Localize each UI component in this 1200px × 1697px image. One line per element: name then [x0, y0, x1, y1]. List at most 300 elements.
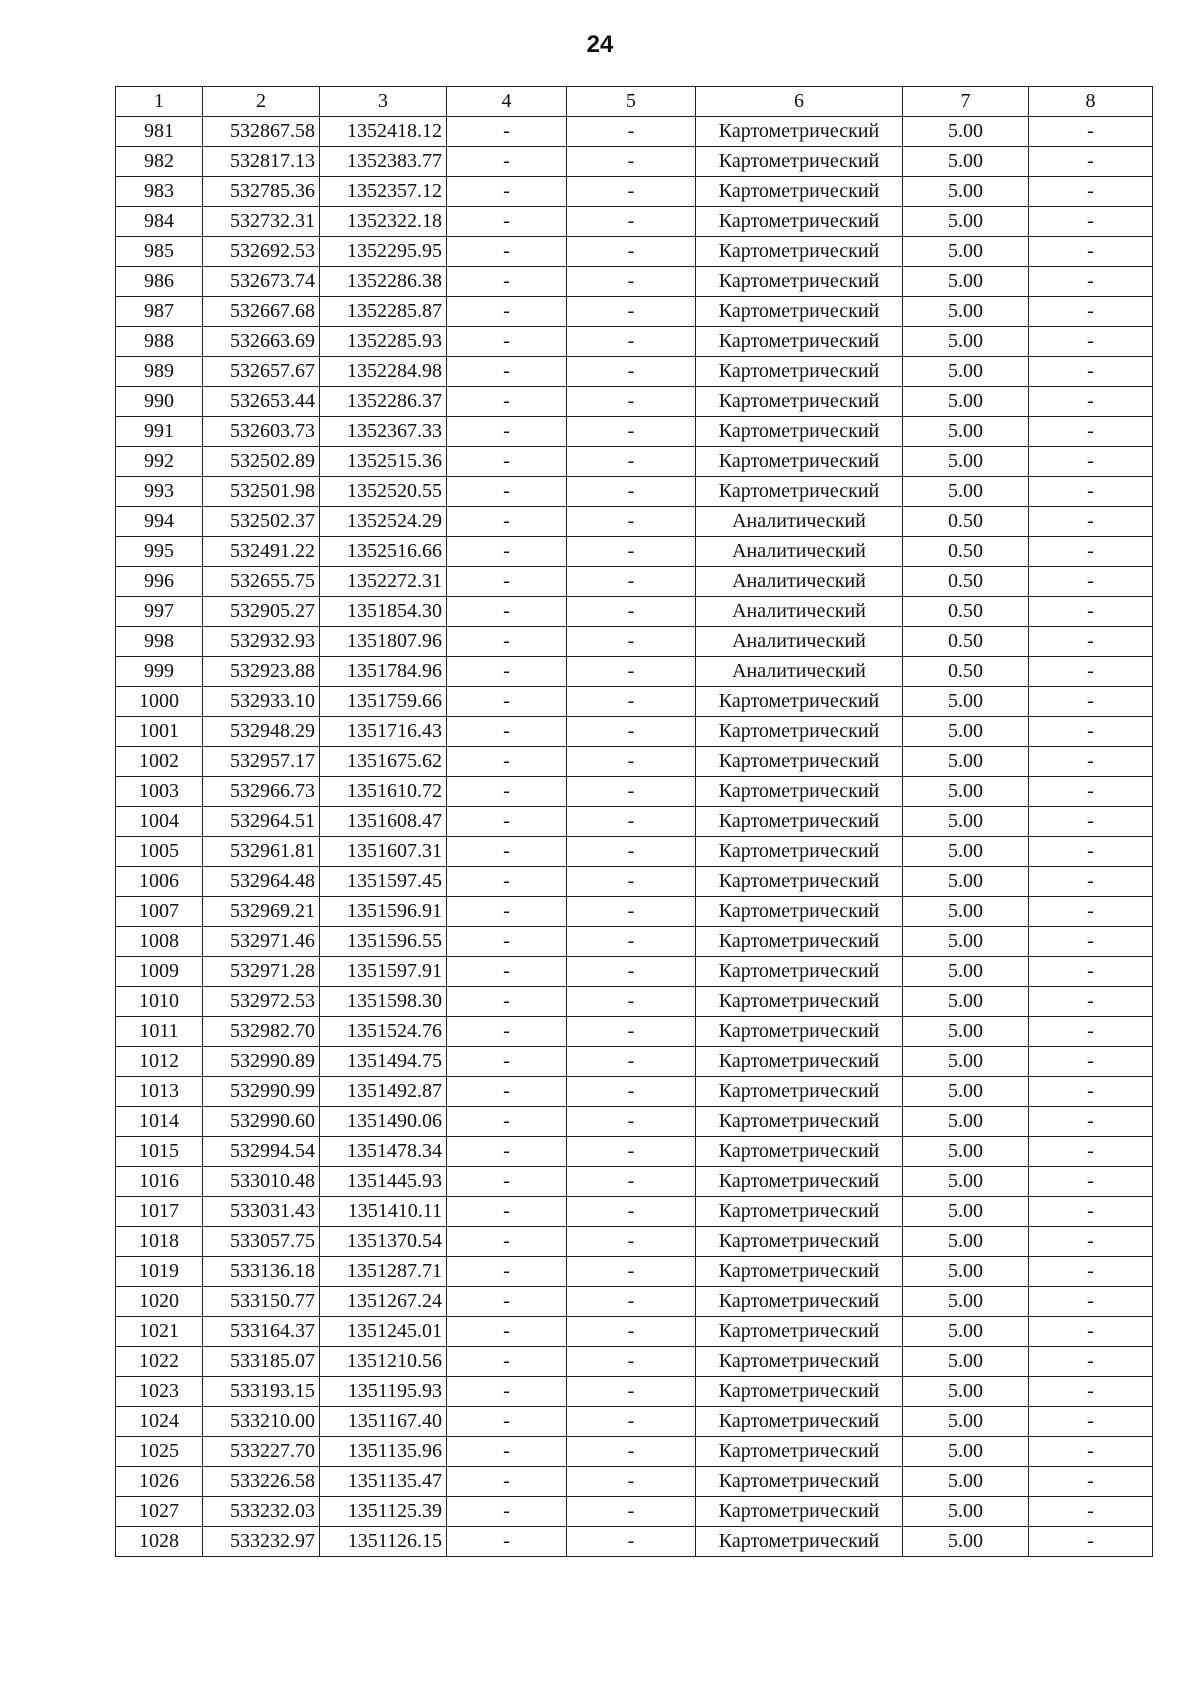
table-row	[116, 1167, 1153, 1197]
cell-y-coordinate: 1351135.96	[320, 1437, 447, 1467]
cell-point-number: 1025	[116, 1437, 203, 1467]
cell-col-4: -	[447, 927, 567, 957]
cell-col-8: -	[1029, 717, 1153, 747]
cell-col-5: -	[567, 177, 696, 207]
table-row	[116, 447, 1153, 477]
cell-col-4: -	[447, 1347, 567, 1377]
cell-point-number: 982	[116, 147, 203, 177]
cell-method: Картометрический	[696, 207, 903, 237]
cell-point-number: 992	[116, 447, 203, 477]
cell-col-5: -	[567, 1017, 696, 1047]
cell-col-8: -	[1029, 657, 1153, 687]
cell-x-coordinate: 532964.51	[203, 807, 320, 837]
cell-point-number: 1017	[116, 1197, 203, 1227]
cell-y-coordinate: 1352286.38	[320, 267, 447, 297]
cell-method: Картометрический	[696, 1077, 903, 1107]
cell-method: Картометрический	[696, 417, 903, 447]
cell-method: Картометрический	[696, 117, 903, 147]
cell-col-8: -	[1029, 1497, 1153, 1527]
cell-point-number: 1018	[116, 1227, 203, 1257]
cell-accuracy: 5.00	[903, 177, 1029, 207]
cell-col-5: -	[567, 567, 696, 597]
cell-accuracy: 5.00	[903, 1317, 1029, 1347]
cell-col-8: -	[1029, 327, 1153, 357]
cell-method: Аналитический	[696, 537, 903, 567]
cell-accuracy: 5.00	[903, 957, 1029, 987]
cell-x-coordinate: 532933.10	[203, 687, 320, 717]
cell-col-4: -	[447, 897, 567, 927]
cell-method: Аналитический	[696, 627, 903, 657]
cell-col-4: -	[447, 1437, 567, 1467]
cell-col-4: -	[447, 957, 567, 987]
cell-accuracy: 5.00	[903, 447, 1029, 477]
cell-method: Картометрический	[696, 1257, 903, 1287]
cell-col-5: -	[567, 1317, 696, 1347]
cell-x-coordinate: 532971.28	[203, 957, 320, 987]
cell-col-4: -	[447, 1227, 567, 1257]
cell-col-4: -	[447, 1077, 567, 1107]
cell-x-coordinate: 533210.00	[203, 1407, 320, 1437]
table-row	[116, 177, 1153, 207]
cell-point-number: 985	[116, 237, 203, 267]
cell-y-coordinate: 1352367.33	[320, 417, 447, 447]
cell-y-coordinate: 1351167.40	[320, 1407, 447, 1437]
cell-col-8: -	[1029, 1077, 1153, 1107]
cell-x-coordinate: 533150.77	[203, 1287, 320, 1317]
table-row	[116, 1257, 1153, 1287]
cell-accuracy: 5.00	[903, 1017, 1029, 1047]
column-header-6: 6	[696, 87, 903, 117]
cell-method: Картометрический	[696, 1437, 903, 1467]
column-header-1: 1	[116, 87, 203, 117]
cell-col-4: -	[447, 507, 567, 537]
table-row	[116, 897, 1153, 927]
cell-col-4: -	[447, 1017, 567, 1047]
cell-x-coordinate: 532603.73	[203, 417, 320, 447]
cell-col-4: -	[447, 1137, 567, 1167]
cell-accuracy: 5.00	[903, 1137, 1029, 1167]
cell-x-coordinate: 532971.46	[203, 927, 320, 957]
cell-x-coordinate: 532905.27	[203, 597, 320, 627]
cell-col-8: -	[1029, 837, 1153, 867]
cell-point-number: 983	[116, 177, 203, 207]
cell-col-8: -	[1029, 1137, 1153, 1167]
cell-col-4: -	[447, 1467, 567, 1497]
cell-y-coordinate: 1351410.11	[320, 1197, 447, 1227]
cell-col-8: -	[1029, 1467, 1153, 1497]
cell-method: Картометрический	[696, 237, 903, 267]
cell-col-8: -	[1029, 207, 1153, 237]
cell-method: Картометрический	[696, 357, 903, 387]
cell-col-5: -	[567, 1137, 696, 1167]
cell-col-4: -	[447, 1527, 567, 1557]
table-row	[116, 1047, 1153, 1077]
cell-method: Картометрический	[696, 1167, 903, 1197]
cell-accuracy: 5.00	[903, 717, 1029, 747]
cell-col-4: -	[447, 1497, 567, 1527]
cell-point-number: 1012	[116, 1047, 203, 1077]
cell-col-4: -	[447, 417, 567, 447]
cell-point-number: 1002	[116, 747, 203, 777]
cell-y-coordinate: 1351125.39	[320, 1497, 447, 1527]
table-row	[116, 1137, 1153, 1167]
cell-y-coordinate: 1351807.96	[320, 627, 447, 657]
cell-accuracy: 5.00	[903, 477, 1029, 507]
cell-accuracy: 5.00	[903, 147, 1029, 177]
cell-accuracy: 5.00	[903, 1377, 1029, 1407]
cell-col-5: -	[567, 1437, 696, 1467]
table-row	[116, 567, 1153, 597]
cell-point-number: 1028	[116, 1527, 203, 1557]
table-row	[116, 1467, 1153, 1497]
cell-accuracy: 0.50	[903, 627, 1029, 657]
cell-method: Картометрический	[696, 687, 903, 717]
cell-col-8: -	[1029, 1197, 1153, 1227]
column-header-4: 4	[447, 87, 567, 117]
cell-accuracy: 5.00	[903, 987, 1029, 1017]
cell-method: Картометрический	[696, 1497, 903, 1527]
cell-method: Картометрический	[696, 147, 903, 177]
cell-col-8: -	[1029, 897, 1153, 927]
cell-col-4: -	[447, 867, 567, 897]
cell-col-8: -	[1029, 567, 1153, 597]
cell-accuracy: 5.00	[903, 747, 1029, 777]
cell-col-8: -	[1029, 1167, 1153, 1197]
cell-col-4: -	[447, 807, 567, 837]
cell-x-coordinate: 532867.58	[203, 117, 320, 147]
cell-method: Картометрический	[696, 987, 903, 1017]
cell-y-coordinate: 1351675.62	[320, 747, 447, 777]
cell-y-coordinate: 1351245.01	[320, 1317, 447, 1347]
cell-method: Картометрический	[696, 1047, 903, 1077]
cell-y-coordinate: 1351478.34	[320, 1137, 447, 1167]
cell-col-8: -	[1029, 957, 1153, 987]
cell-accuracy: 5.00	[903, 777, 1029, 807]
table-row	[116, 837, 1153, 867]
cell-accuracy: 5.00	[903, 1407, 1029, 1437]
table-row	[116, 507, 1153, 537]
cell-point-number: 1008	[116, 927, 203, 957]
cell-x-coordinate: 532502.89	[203, 447, 320, 477]
cell-x-coordinate: 532817.13	[203, 147, 320, 177]
cell-col-5: -	[567, 1467, 696, 1497]
cell-col-5: -	[567, 267, 696, 297]
cell-col-8: -	[1029, 237, 1153, 267]
cell-point-number: 1014	[116, 1107, 203, 1137]
cell-x-coordinate: 533232.03	[203, 1497, 320, 1527]
cell-col-5: -	[567, 1167, 696, 1197]
cell-col-8: -	[1029, 687, 1153, 717]
cell-accuracy: 5.00	[903, 1437, 1029, 1467]
page-number: 24	[586, 31, 614, 58]
table-row	[116, 237, 1153, 267]
table-row	[116, 1527, 1153, 1557]
cell-col-5: -	[567, 507, 696, 537]
cell-point-number: 1001	[116, 717, 203, 747]
cell-x-coordinate: 532657.67	[203, 357, 320, 387]
cell-x-coordinate: 532923.88	[203, 657, 320, 687]
cell-y-coordinate: 1351195.93	[320, 1377, 447, 1407]
cell-accuracy: 5.00	[903, 927, 1029, 957]
cell-method: Картометрический	[696, 867, 903, 897]
cell-col-5: -	[567, 687, 696, 717]
cell-point-number: 1015	[116, 1137, 203, 1167]
cell-col-4: -	[447, 777, 567, 807]
table-row	[116, 147, 1153, 177]
cell-x-coordinate: 533136.18	[203, 1257, 320, 1287]
cell-col-5: -	[567, 1197, 696, 1227]
cell-col-5: -	[567, 1497, 696, 1527]
cell-accuracy: 5.00	[903, 207, 1029, 237]
cell-x-coordinate: 532653.44	[203, 387, 320, 417]
cell-accuracy: 5.00	[903, 897, 1029, 927]
cell-point-number: 1019	[116, 1257, 203, 1287]
cell-accuracy: 5.00	[903, 867, 1029, 897]
cell-col-5: -	[567, 837, 696, 867]
table-row	[116, 117, 1153, 147]
cell-point-number: 1006	[116, 867, 203, 897]
cell-method: Картометрический	[696, 897, 903, 927]
cell-point-number: 994	[116, 507, 203, 537]
cell-accuracy: 5.00	[903, 1287, 1029, 1317]
cell-point-number: 981	[116, 117, 203, 147]
cell-col-4: -	[447, 357, 567, 387]
cell-x-coordinate: 533232.97	[203, 1527, 320, 1557]
cell-col-4: -	[447, 477, 567, 507]
cell-col-4: -	[447, 117, 567, 147]
cell-col-8: -	[1029, 747, 1153, 777]
cell-y-coordinate: 1351854.30	[320, 597, 447, 627]
cell-y-coordinate: 1351597.91	[320, 957, 447, 987]
cell-col-8: -	[1029, 147, 1153, 177]
cell-x-coordinate: 532502.37	[203, 507, 320, 537]
table-row	[116, 1317, 1153, 1347]
cell-point-number: 990	[116, 387, 203, 417]
cell-accuracy: 5.00	[903, 297, 1029, 327]
cell-x-coordinate: 532491.22	[203, 537, 320, 567]
cell-point-number: 1005	[116, 837, 203, 867]
cell-col-8: -	[1029, 627, 1153, 657]
cell-x-coordinate: 532932.93	[203, 627, 320, 657]
cell-col-4: -	[447, 237, 567, 267]
cell-y-coordinate: 1351596.91	[320, 897, 447, 927]
cell-col-5: -	[567, 537, 696, 567]
cell-col-5: -	[567, 1377, 696, 1407]
cell-accuracy: 0.50	[903, 597, 1029, 627]
cell-method: Картометрический	[696, 777, 903, 807]
cell-col-5: -	[567, 807, 696, 837]
cell-col-5: -	[567, 927, 696, 957]
cell-point-number: 986	[116, 267, 203, 297]
table-row	[116, 417, 1153, 447]
cell-col-8: -	[1029, 507, 1153, 537]
cell-col-5: -	[567, 387, 696, 417]
cell-method: Картометрический	[696, 477, 903, 507]
cell-x-coordinate: 532982.70	[203, 1017, 320, 1047]
cell-y-coordinate: 1352272.31	[320, 567, 447, 597]
table-row	[116, 477, 1153, 507]
cell-col-4: -	[447, 1257, 567, 1287]
cell-col-4: -	[447, 747, 567, 777]
cell-col-4: -	[447, 207, 567, 237]
cell-method: Картометрический	[696, 267, 903, 297]
cell-col-8: -	[1029, 177, 1153, 207]
cell-col-5: -	[567, 1107, 696, 1137]
table-row	[116, 987, 1153, 1017]
table-row	[116, 207, 1153, 237]
cell-x-coordinate: 532692.53	[203, 237, 320, 267]
cell-col-4: -	[447, 147, 567, 177]
cell-accuracy: 0.50	[903, 507, 1029, 537]
cell-y-coordinate: 1352516.66	[320, 537, 447, 567]
cell-method: Картометрический	[696, 1527, 903, 1557]
cell-y-coordinate: 1351608.47	[320, 807, 447, 837]
cell-accuracy: 0.50	[903, 537, 1029, 567]
cell-accuracy: 5.00	[903, 1167, 1029, 1197]
cell-method: Картометрический	[696, 1347, 903, 1377]
cell-col-8: -	[1029, 1527, 1153, 1557]
cell-col-5: -	[567, 117, 696, 147]
cell-col-5: -	[567, 447, 696, 477]
cell-y-coordinate: 1352284.98	[320, 357, 447, 387]
table-row	[116, 1287, 1153, 1317]
cell-method: Аналитический	[696, 657, 903, 687]
cell-col-5: -	[567, 957, 696, 987]
cell-col-5: -	[567, 657, 696, 687]
cell-y-coordinate: 1352295.95	[320, 237, 447, 267]
cell-method: Картометрический	[696, 717, 903, 747]
cell-col-4: -	[447, 837, 567, 867]
cell-accuracy: 5.00	[903, 117, 1029, 147]
table-row	[116, 627, 1153, 657]
cell-method: Картометрический	[696, 957, 903, 987]
cell-col-5: -	[567, 747, 696, 777]
table-row	[116, 267, 1153, 297]
cell-method: Картометрический	[696, 1377, 903, 1407]
cell-y-coordinate: 1351610.72	[320, 777, 447, 807]
cell-col-5: -	[567, 1407, 696, 1437]
cell-accuracy: 5.00	[903, 417, 1029, 447]
cell-y-coordinate: 1351267.24	[320, 1287, 447, 1317]
cell-method: Картометрический	[696, 1467, 903, 1497]
cell-col-8: -	[1029, 117, 1153, 147]
cell-accuracy: 5.00	[903, 267, 1029, 297]
cell-accuracy: 5.00	[903, 1077, 1029, 1107]
cell-col-5: -	[567, 597, 696, 627]
cell-point-number: 989	[116, 357, 203, 387]
cell-method: Картометрический	[696, 1017, 903, 1047]
cell-col-8: -	[1029, 807, 1153, 837]
cell-point-number: 1004	[116, 807, 203, 837]
table-row	[116, 747, 1153, 777]
cell-col-4: -	[447, 447, 567, 477]
cell-accuracy: 5.00	[903, 1347, 1029, 1377]
column-header-8: 8	[1029, 87, 1153, 117]
cell-col-4: -	[447, 1047, 567, 1077]
cell-col-4: -	[447, 1407, 567, 1437]
cell-col-4: -	[447, 267, 567, 297]
cell-col-4: -	[447, 627, 567, 657]
cell-y-coordinate: 1352418.12	[320, 117, 447, 147]
cell-method: Картометрический	[696, 927, 903, 957]
cell-col-8: -	[1029, 1377, 1153, 1407]
cell-col-4: -	[447, 327, 567, 357]
table-row	[116, 1017, 1153, 1047]
cell-accuracy: 5.00	[903, 1527, 1029, 1557]
cell-y-coordinate: 1352520.55	[320, 477, 447, 507]
cell-method: Картометрический	[696, 1407, 903, 1437]
cell-x-coordinate: 532990.89	[203, 1047, 320, 1077]
cell-accuracy: 5.00	[903, 1047, 1029, 1077]
cell-point-number: 987	[116, 297, 203, 327]
cell-method: Картометрический	[696, 447, 903, 477]
cell-y-coordinate: 1351494.75	[320, 1047, 447, 1077]
cell-point-number: 1011	[116, 1017, 203, 1047]
table-row	[116, 1197, 1153, 1227]
cell-y-coordinate: 1351524.76	[320, 1017, 447, 1047]
cell-col-8: -	[1029, 357, 1153, 387]
cell-col-4: -	[447, 1317, 567, 1347]
table-row	[116, 1437, 1153, 1467]
cell-point-number: 1003	[116, 777, 203, 807]
table-row	[116, 867, 1153, 897]
cell-y-coordinate: 1351598.30	[320, 987, 447, 1017]
cell-col-4: -	[447, 1107, 567, 1137]
cell-point-number: 1026	[116, 1467, 203, 1497]
cell-x-coordinate: 532990.60	[203, 1107, 320, 1137]
cell-col-5: -	[567, 1287, 696, 1317]
cell-accuracy: 5.00	[903, 1107, 1029, 1137]
cell-point-number: 1007	[116, 897, 203, 927]
cell-point-number: 1013	[116, 1077, 203, 1107]
cell-col-5: -	[567, 1227, 696, 1257]
cell-col-5: -	[567, 297, 696, 327]
cell-method: Картометрический	[696, 1227, 903, 1257]
cell-col-5: -	[567, 717, 696, 747]
table-row	[116, 1227, 1153, 1257]
cell-method: Картометрический	[696, 327, 903, 357]
cell-col-5: -	[567, 867, 696, 897]
cell-method: Картометрический	[696, 297, 903, 327]
table-row	[116, 807, 1153, 837]
table-body	[116, 117, 1153, 1557]
cell-col-4: -	[447, 297, 567, 327]
cell-col-4: -	[447, 987, 567, 1017]
cell-x-coordinate: 533193.15	[203, 1377, 320, 1407]
cell-col-8: -	[1029, 1257, 1153, 1287]
cell-y-coordinate: 1351126.15	[320, 1527, 447, 1557]
cell-x-coordinate: 532969.21	[203, 897, 320, 927]
cell-accuracy: 5.00	[903, 807, 1029, 837]
cell-x-coordinate: 533057.75	[203, 1227, 320, 1257]
cell-point-number: 988	[116, 327, 203, 357]
table-row	[116, 927, 1153, 957]
column-header-3: 3	[320, 87, 447, 117]
table-row	[116, 1497, 1153, 1527]
cell-x-coordinate: 532663.69	[203, 327, 320, 357]
cell-x-coordinate: 533227.70	[203, 1437, 320, 1467]
cell-point-number: 1020	[116, 1287, 203, 1317]
cell-accuracy: 0.50	[903, 657, 1029, 687]
cell-accuracy: 5.00	[903, 1467, 1029, 1497]
cell-method: Аналитический	[696, 507, 903, 537]
cell-col-4: -	[447, 687, 567, 717]
cell-x-coordinate: 532964.48	[203, 867, 320, 897]
cell-y-coordinate: 1352286.37	[320, 387, 447, 417]
cell-point-number: 995	[116, 537, 203, 567]
cell-col-4: -	[447, 387, 567, 417]
cell-col-5: -	[567, 987, 696, 1017]
